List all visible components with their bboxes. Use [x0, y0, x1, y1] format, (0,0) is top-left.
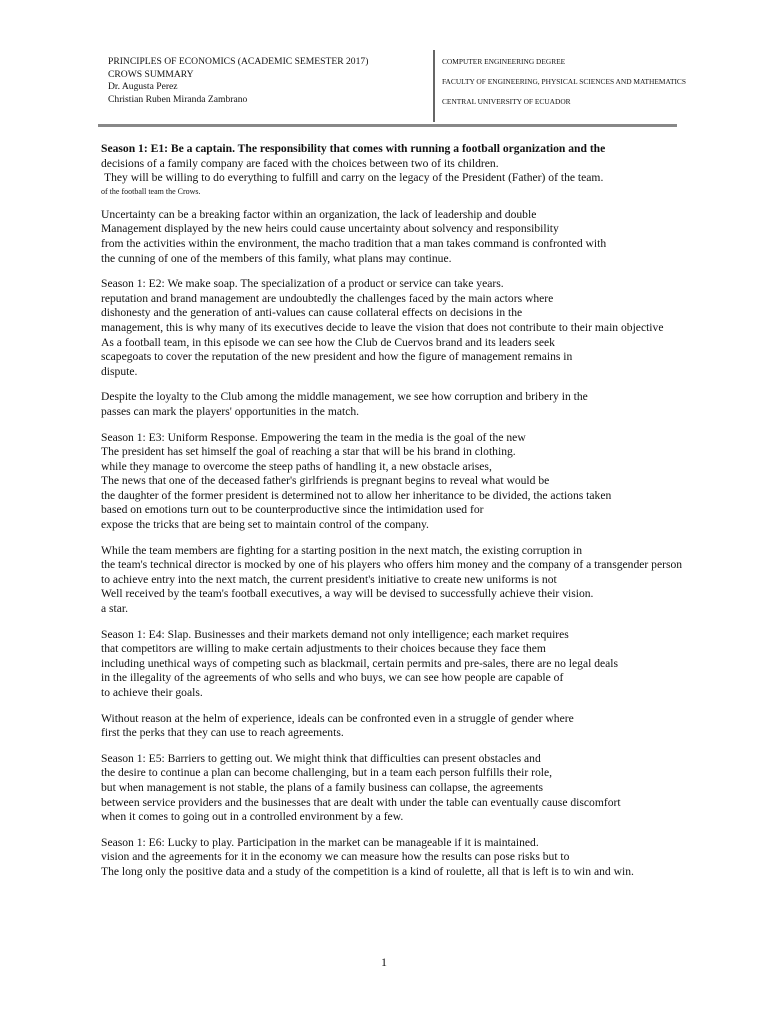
text-line: that competitors are willing to make certain adjustments to their choices because they face them [101, 642, 546, 656]
text-line: dishonesty and the generation of anti-values can cause collateral effects on decisions in the [101, 306, 523, 320]
paragraph-e3 [101, 431, 701, 533]
degree-name: COMPUTER ENGINEERING DEGREE [442, 57, 566, 66]
text-line: While the team members are fighting for a starting position in the next match, the existing corruption in [101, 543, 583, 557]
paragraph-e2 [101, 277, 701, 379]
text-line: but when management is not stable, the plans of a family business can collapse, the agreements [101, 780, 544, 794]
text-line: a star. [101, 602, 129, 616]
text-line: based on emotions turn out to be counterproductive since the intimidation used for [101, 503, 484, 517]
document-body [101, 142, 701, 891]
text-line: vision and the agreements for it in the economy we can measure how the results can pose risks but to [101, 850, 570, 864]
text-line: dispute. [101, 364, 138, 378]
paragraph-team-corruption [101, 544, 701, 617]
text-line: of the football team the Crows. [101, 186, 201, 196]
text-line: The president has set himself the goal of reaching a star that will be his brand in clothing. [101, 445, 516, 459]
text-line: when it comes to going out in a controlled environment by a few. [101, 810, 404, 824]
text-line: expose the tricks that are being set to maintain control of the company. [101, 518, 429, 532]
header-left-block [108, 56, 428, 106]
text-line: while they manage to overcome the steep paths of handling it, a new obstacle arises, [101, 459, 492, 473]
text-line: to achieve their goals. [101, 686, 203, 699]
text-line: management, this is why many of its executives decide to leave the vision that does not contribute to their main objective [101, 320, 664, 334]
paragraph-uncertainty [101, 208, 701, 266]
text-line: passes can mark the players' opportunities in the match. [101, 404, 360, 418]
text-line: They will be willing to do everything to fulfill and carry on the legacy of the President (Father) of the team. [104, 171, 604, 185]
paragraph-e1 [101, 142, 701, 197]
text-line: Without reason at the helm of experience, ideals can be confronted even in a struggle of gender where [101, 711, 574, 725]
text-line: the desire to continue a plan can become challenging, but in a team each person fulfills their role, [101, 766, 553, 780]
text-line: reputation and brand management are undoubtedly the challenges faced by the main actors where [101, 291, 554, 305]
document-title: CROWS SUMMARY [108, 68, 194, 80]
paragraph-ideals [101, 712, 701, 741]
text-line: As a football team, in this episode we can see how the Club de Cuervos brand and its leaders seek [101, 335, 555, 349]
text-line: between service providers and the businesses that are dealt with under the table can eventually cause discomfort [101, 795, 621, 809]
paragraph-loyalty [101, 390, 701, 419]
text-line: the team's technical director is mocked by one of his players who offers him money and the company of a transgender person [101, 558, 683, 572]
text-line: to achieve entry into the next match, the current president's initiative to create new uniforms is not [101, 572, 557, 586]
text-line: the daughter of the former president is determined not to allow her inheritance to be divided, the actions taken [101, 488, 612, 502]
text-line: Season 1: E4: Slap. Businesses and their markets demand not only intelligence; each market requires [101, 627, 569, 641]
text-line: The news that one of the deceased father's girlfriends is pregnant begins to reveal what would be [101, 474, 550, 488]
text-line: Management displayed by the new heirs could cause uncertainty about solvency and responsibility [101, 222, 559, 236]
text-line: in the illegality of the agreements of who sells and who buys, we can see how people are capable of [101, 671, 564, 685]
text-line: Season 1: E3: Uniform Response. Empowering the team in the media is the goal of the new [101, 430, 526, 444]
paragraph-e5 [101, 752, 701, 825]
text-line: The long only the positive data and a study of the competition is a kind of roulette, all that is left is to win and win. [101, 864, 634, 878]
course-title: PRINCIPLES OF ECONOMICS (ACADEMIC SEMESTER 2017) [108, 56, 369, 67]
header-vertical-divider [433, 50, 435, 122]
text-line: the cunning of one of the members of this family, what plans may continue. [101, 251, 452, 265]
text-line: Season 1: E6: Lucky to play. Participation in the market can be manageable if it is maintained. [101, 835, 539, 849]
text-line: decisions of a family company are faced with the choices between two of its children. [101, 156, 499, 170]
text-line: scapegoats to cover the reputation of the new president and how the figure of management remains in [101, 350, 573, 364]
paragraph-e4 [101, 628, 701, 701]
page-number: 1 [381, 955, 387, 969]
instructor-name: Dr. Augusta Perez [108, 81, 178, 92]
text-line: Uncertainty can be a breaking factor within an organization, the lack of leadership and double [101, 207, 537, 221]
text-line: from the activities within the environment, the macho tradition that a man takes command is confronted with [101, 236, 607, 250]
text-line: Season 1: E1: Be a captain. The responsibility that comes with running a football organization and the [101, 142, 606, 155]
text-line: first the perks that they can use to reach agreements. [101, 726, 344, 740]
paragraph-e6 [101, 836, 701, 880]
text-line: Season 1: E2: We make soap. The specialization of a product or service can take years. [101, 277, 504, 291]
text-line: Season 1: E5: Barriers to getting out. We might think that difficulties can present obstacles and [101, 751, 541, 765]
text-line: including unethical ways of competing such as blackmail, certain permits and pre-sales, there are no legal deals [101, 656, 619, 670]
faculty-name: FACULTY OF ENGINEERING, PHYSICAL SCIENCES AND MATHEMATICS [442, 77, 686, 86]
author-name: Christian Ruben Miranda Zambrano [108, 93, 248, 105]
university-name: CENTRAL UNIVERSITY OF ECUADOR [442, 97, 571, 106]
text-line: Well received by the team's football executives, a way will be devised to successfully achieve their vision. [101, 587, 594, 601]
text-line: Despite the loyalty to the Club among the middle management, we see how corruption and bribery in the [101, 390, 588, 404]
header-horizontal-divider [98, 124, 677, 127]
